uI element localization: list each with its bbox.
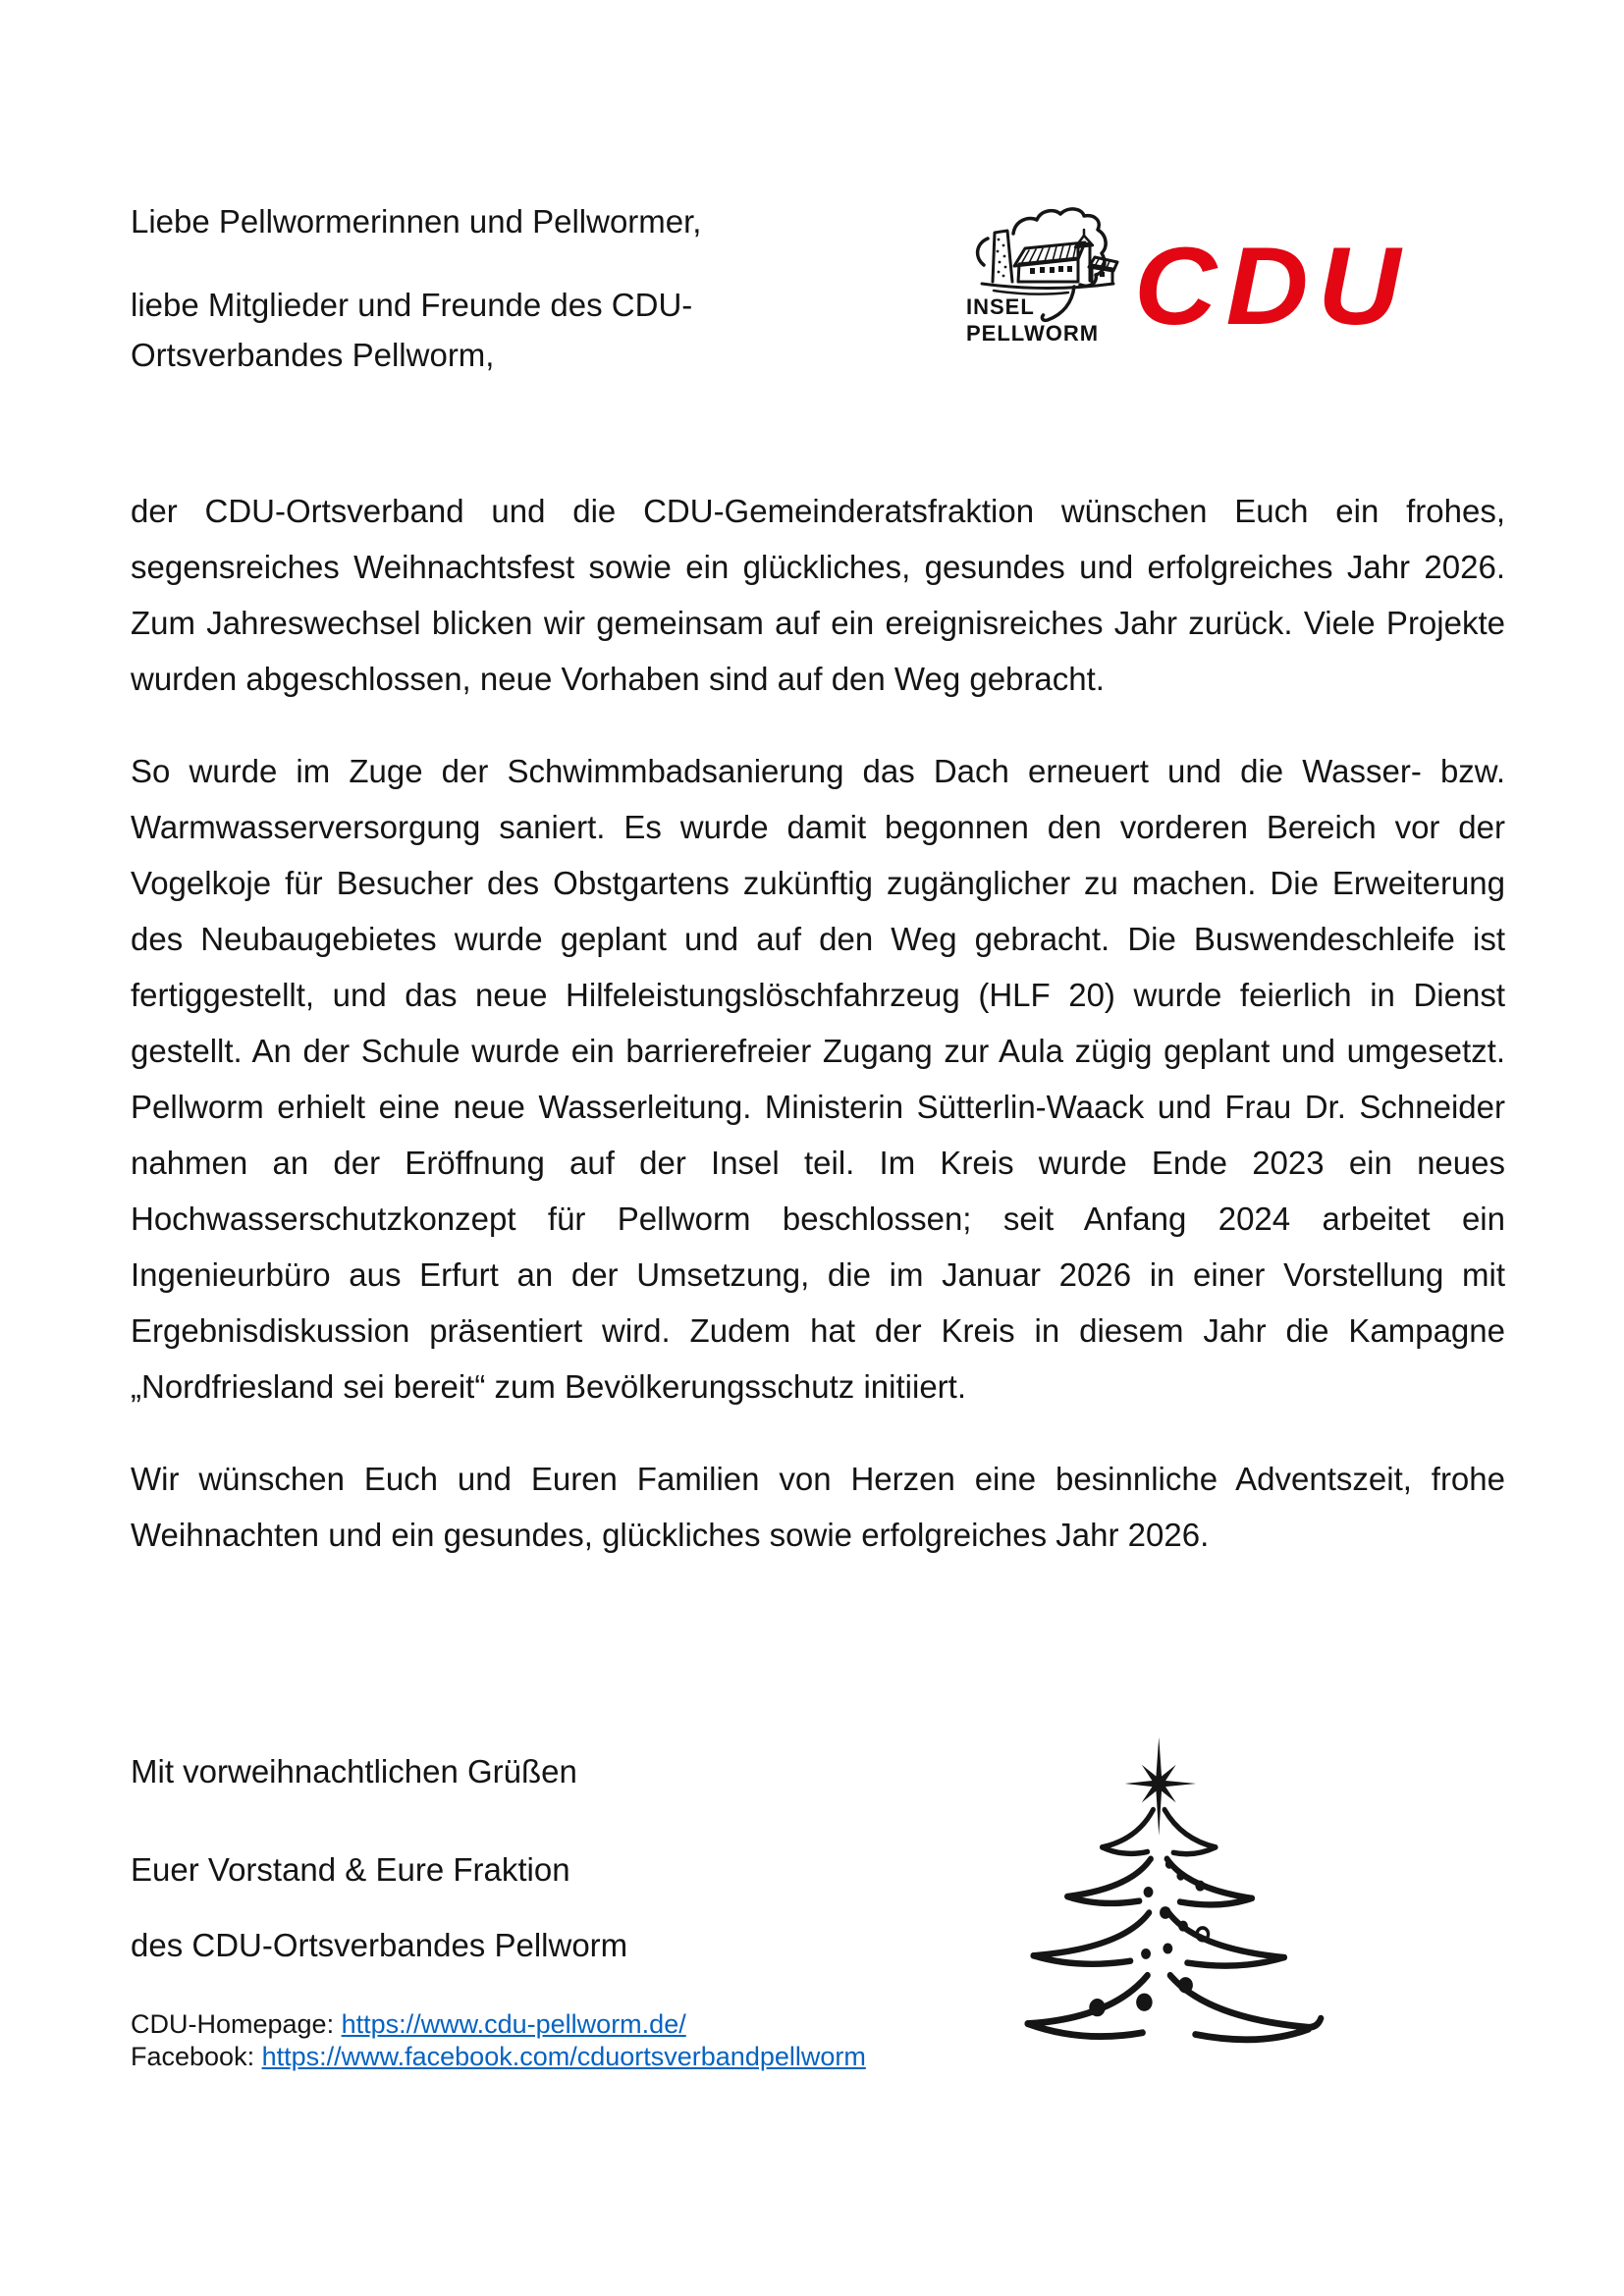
christmas-star-icon [1125, 1737, 1197, 1836]
homepage-link[interactable]: https://www.cdu-pellworm.de/ [341, 2009, 686, 2039]
signature-line-2: des CDU-Ortsverbandes Pellworm [131, 1927, 628, 1963]
greeting [131, 196, 701, 380]
footer-links [131, 2008, 866, 2073]
christmas-tree-illustration [1021, 1723, 1345, 2081]
body-paragraph-1: der CDU-Ortsverband und die CDU-Gemeinderatsfraktion wünschen Euch ein frohes, segensreiches Weihnachtsfest sowie ein glückliches, gesundes und erfolgreiches Jahr 2026. Zum Jahreswechsel blicken wir gemeinsam auf ein ereignisreiches Jahr zurück. Viele Projekte wurden abgeschlossen, neue Vorhaben sind auf den Weg gebracht. [131, 493, 1505, 697]
letter-body [131, 483, 1505, 1563]
closing-salutation: Mit vorweihnachtlichen Grüßen [131, 1753, 577, 1789]
facebook-line [131, 2041, 866, 2073]
greeting-line-3: Ortsverbandes Pellworm, [131, 337, 495, 373]
cdu-logo: CDU [1134, 225, 1410, 347]
facebook-link[interactable]: https://www.facebook.com/cduortsverbandpellworm [261, 2042, 866, 2071]
body-paragraph-2: So wurde im Zuge der Schwimmbadsanierung das Dach erneuert und die Wasser- bzw. Warmwasserversorgung saniert. Es wurde damit begonnen den vorderen Bereich vor der Vogelkoje für Besucher des Obstgartens zukünftig zugänglicher zu machen. Die Erweiterung des Neubaugebietes wurde geplant und auf den Weg gebracht. Die Buswendeschleife ist fertiggestellt, und das neue Hilfeleistungslöschfahrzeug (HLF 20) wurde feierlich in Dienst gestellt. An der Schule wurde ein barrierefreier Zugang zur Aula zügig geplant und umgesetzt. Pellworm erhielt eine neue Wasserleitung. Ministerin Sütterlin-Waack und Frau Dr. Schneider nahmen an der Eröffnung auf der Insel teil. Im Kreis wurde Ende 2023 ein neues Hochwasserschutzkonzept für Pellworm beschlossen; seit Anfang 2024 arbeitet ein Ingenieurbüro aus Erfurt an der Umsetzung, die im Januar 2026 in einer Vorstellung mit Ergebnisdiskussion präsentiert wird. Zudem hat der Kreis in diesem Jahr die Kampagne „Nordfriesland sei bereit“ zum Bevölkerungsschutz initiiert. [131, 753, 1505, 1405]
homepage-line [131, 2008, 866, 2041]
insel-logo-text-line2: PELLWORM [966, 321, 1100, 346]
greeting-line-2: liebe Mitglieder und Freunde des CDU- [131, 287, 693, 323]
homepage-label: CDU-Homepage: [131, 2009, 342, 2039]
facebook-label: Facebook: [131, 2042, 262, 2071]
body-paragraph-3: Wir wünschen Euch und Euren Familien von Herzen eine besinnliche Adventszeit, frohe Weihnachten und ein gesundes, glückliches sowie erfolgreiches Jahr 2026. [131, 1461, 1505, 1553]
insel-pellworm-logo [964, 204, 1136, 356]
signature-line-1: Euer Vorstand & Eure Fraktion [131, 1851, 570, 1888]
greeting-line-1: Liebe Pellwormerinnen und Pellwormer, [131, 203, 702, 240]
insel-logo-text-line1: INSEL [966, 294, 1035, 319]
